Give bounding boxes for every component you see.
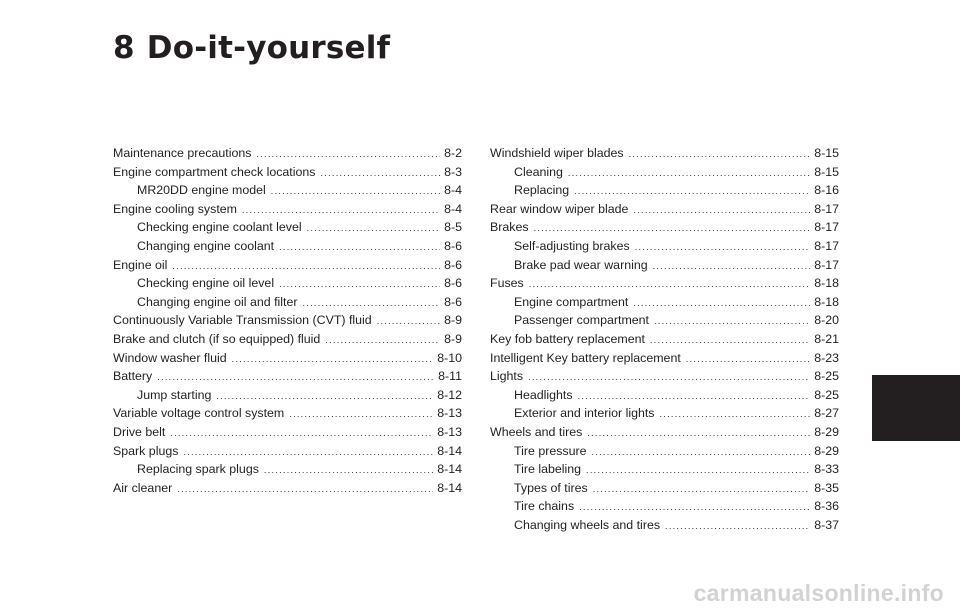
toc-subentry[interactable] (113, 237, 462, 256)
dot-leader (307, 219, 440, 237)
toc-entry-label: Replacing (514, 183, 570, 198)
toc-entry-page: 8-21 (814, 331, 839, 346)
toc-entry-label: Passenger compartment (514, 313, 649, 328)
toc-entry-label: Tire chains (514, 499, 575, 514)
toc-entry-page: 8-37 (814, 517, 839, 532)
toc-entry-page: 8-15 (814, 146, 839, 160)
toc-entry[interactable] (490, 330, 839, 349)
toc-entry-label: Self-adjusting brakes (514, 238, 630, 253)
toc-entry-label: Replacing spark plugs (137, 462, 259, 477)
toc-entry[interactable] (113, 144, 462, 163)
toc-entry-label: Drive belt (113, 424, 166, 439)
toc-entry-page: 8-15 (814, 164, 839, 179)
page-title (113, 30, 390, 66)
toc-entry-label: Key fob battery replacement (490, 331, 645, 346)
toc-entry[interactable] (113, 442, 462, 461)
toc-subentry[interactable] (490, 311, 839, 330)
toc-entry-label: Engine cooling system (113, 201, 237, 216)
toc-entry-label: Spark plugs (113, 443, 179, 458)
toc-entry-label: Cleaning (514, 164, 563, 179)
toc-entry-page: 8-36 (814, 499, 839, 514)
toc-subentry[interactable] (490, 404, 839, 423)
toc-entry-page: 8-13 (437, 406, 462, 421)
toc-entry-label: Tire labeling (514, 462, 582, 477)
toc-entry-page: 8-33 (814, 462, 839, 477)
dot-leader (534, 219, 811, 237)
toc-entry-label: Types of tires (514, 480, 588, 495)
toc-entry[interactable] (113, 349, 462, 368)
toc-entry-page: 8-4 (444, 183, 462, 198)
toc-entry-label: MR20DD engine model (137, 183, 266, 198)
toc-entry-label: Intelligent Key battery replacement (490, 350, 681, 365)
dot-leader (157, 368, 434, 386)
toc-entry-label: Jump starting (137, 387, 212, 402)
toc-subentry[interactable] (490, 516, 839, 535)
toc-entry-page: 8-17 (814, 257, 839, 272)
toc-entry-page: 8-18 (814, 276, 839, 291)
dot-leader (216, 387, 433, 405)
toc-subentry[interactable] (490, 479, 839, 498)
dot-leader (232, 350, 434, 368)
toc-subentry[interactable] (490, 163, 839, 182)
toc-entry[interactable] (490, 200, 839, 219)
dot-leader (172, 257, 440, 275)
toc-entry-label: Exterior and interior lights (514, 406, 655, 421)
toc-subentry[interactable] (113, 274, 462, 293)
toc-entry-page: 8-17 (814, 201, 839, 216)
dot-leader (242, 201, 440, 219)
dot-leader (633, 201, 810, 219)
toc-right-column (490, 144, 839, 534)
dot-leader (170, 424, 433, 442)
toc-entry[interactable] (490, 423, 839, 442)
toc-entry-label: Window washer fluid (113, 350, 227, 365)
toc-entry-label: Tire pressure (514, 443, 587, 458)
toc-entry[interactable] (113, 163, 462, 182)
toc-entry-label: Checking engine oil level (137, 276, 275, 291)
dot-leader (528, 368, 810, 386)
toc-entry-label: Battery (113, 369, 153, 384)
toc-entry[interactable] (113, 200, 462, 219)
watermark: carmanualsonline.info (693, 580, 944, 606)
toc-subentry[interactable] (113, 181, 462, 200)
toc-left-column (113, 144, 462, 497)
dot-leader (264, 461, 433, 479)
dot-leader (177, 480, 433, 498)
toc-subentry[interactable] (490, 181, 839, 200)
dot-leader (279, 275, 440, 293)
toc-entry[interactable] (113, 404, 462, 423)
toc-entry-label: Engine compartment check locations (113, 164, 316, 179)
toc-entry[interactable] (113, 311, 462, 330)
chapter-number: 8 (113, 30, 135, 66)
toc-entry[interactable] (490, 274, 839, 293)
toc-entry-page: 8-2 (444, 146, 462, 160)
toc-entry-page: 8-3 (444, 164, 462, 179)
dot-leader (650, 331, 810, 349)
toc-subentry[interactable] (490, 237, 839, 256)
toc-entry-label: Air cleaner (113, 480, 173, 495)
toc-entry-page: 8-11 (438, 369, 462, 384)
dot-leader (629, 145, 811, 163)
toc-subentry[interactable] (113, 293, 462, 312)
toc-entry-label: Fuses (490, 276, 524, 291)
toc-entry-page: 8-6 (444, 257, 462, 272)
toc-entry[interactable] (113, 256, 462, 275)
toc-entry-label: Windshield wiper blades (490, 146, 624, 160)
toc-entry-label: Brakes (490, 220, 529, 235)
toc-subentry[interactable] (490, 460, 839, 479)
chapter-tab (872, 375, 960, 441)
toc-entry-label: Engine oil (113, 257, 168, 272)
dot-leader (183, 443, 433, 461)
toc-entry-page: 8-23 (814, 350, 839, 365)
toc-entry-label: Changing wheels and tires (514, 517, 661, 532)
toc-entry-page: 8-29 (814, 424, 839, 439)
dot-leader (256, 145, 440, 163)
dot-leader (633, 294, 810, 312)
dot-leader (660, 405, 811, 423)
dot-leader (579, 498, 810, 516)
toc-entry-page: 8-25 (814, 369, 839, 384)
toc-subentry[interactable] (113, 218, 462, 237)
toc-entry-label: Changing engine oil and filter (137, 294, 298, 309)
toc-entry-page: 8-14 (437, 480, 462, 495)
dot-leader (587, 424, 810, 442)
toc-entry-label: Brake and clutch (if so equipped) fluid (113, 331, 321, 346)
toc-entry-page: 8-6 (444, 294, 462, 309)
dot-leader (574, 182, 810, 200)
toc-entry-page: 8-12 (437, 387, 462, 402)
dot-leader (654, 312, 810, 330)
toc-entry-label: Lights (490, 369, 524, 384)
toc-subentry[interactable] (490, 293, 839, 312)
toc-entry-page: 8-4 (444, 201, 462, 216)
toc-entry[interactable] (113, 423, 462, 442)
toc-subentry[interactable] (490, 442, 839, 461)
dot-leader (653, 257, 811, 275)
toc-entry-label: Headlights (514, 387, 573, 402)
toc-entry[interactable] (490, 367, 839, 386)
dot-leader (665, 517, 810, 535)
toc-entry-label: Rear window wiper blade (490, 201, 629, 216)
toc-subentry[interactable] (113, 386, 462, 405)
toc-subentry[interactable] (113, 460, 462, 479)
toc-entry-page: 8-9 (444, 313, 462, 328)
toc-entry[interactable] (490, 144, 839, 163)
toc-entry[interactable] (490, 218, 839, 237)
toc-entry[interactable] (490, 349, 839, 368)
toc-entry-label: Variable voltage control system (113, 406, 285, 421)
dot-leader (529, 275, 810, 293)
toc-entry-label: Maintenance precautions (113, 146, 252, 160)
toc-entry-page: 8-14 (437, 462, 462, 477)
dot-leader (635, 238, 810, 256)
dot-leader (377, 312, 440, 330)
toc-entry-page: 8-20 (814, 313, 839, 328)
toc-entry-page: 8-25 (814, 387, 839, 402)
dot-leader (578, 387, 811, 405)
toc-entry-page: 8-29 (814, 443, 839, 458)
dot-leader (568, 164, 810, 182)
dot-leader (586, 461, 810, 479)
toc-entry-page: 8-17 (814, 220, 839, 235)
toc-entry-page: 8-16 (814, 183, 839, 198)
toc-subentry[interactable] (490, 386, 839, 405)
dot-leader (325, 331, 440, 349)
toc-entry-label: Brake pad wear warning (514, 257, 648, 272)
toc-entry-label: Wheels and tires (490, 424, 583, 439)
dot-leader (289, 405, 433, 423)
toc-entry[interactable] (113, 330, 462, 349)
toc-entry-page: 8-27 (814, 406, 839, 421)
chapter-title: Do-it-yourself (146, 30, 391, 66)
dot-leader (303, 294, 441, 312)
toc-entry-page: 8-10 (437, 350, 462, 365)
toc-subentry[interactable] (490, 497, 839, 516)
dot-leader (592, 443, 811, 461)
toc-entry-page: 8-6 (444, 276, 462, 291)
dot-leader (321, 164, 441, 182)
dot-leader (279, 238, 440, 256)
toc-entry-page: 8-18 (814, 294, 839, 309)
toc-entry-page: 8-17 (814, 238, 839, 253)
toc-entry[interactable] (113, 479, 462, 498)
toc-entry-page: 8-14 (437, 443, 462, 458)
toc-entry-page: 8-5 (444, 220, 462, 235)
toc-entry-page: 8-6 (444, 238, 462, 253)
dot-leader (593, 480, 811, 498)
toc-entry-label: Changing engine coolant (137, 238, 275, 253)
dot-leader (271, 182, 440, 200)
toc-entry-page: 8-35 (814, 480, 839, 495)
dot-leader (686, 350, 810, 368)
toc-entry-page: 8-13 (437, 424, 462, 439)
toc-subentry[interactable] (490, 256, 839, 275)
toc-entry-page: 8-9 (444, 331, 462, 346)
toc-entry[interactable] (113, 367, 462, 386)
toc-entry-label: Continuously Variable Transmission (CVT) fluid (113, 313, 372, 328)
toc-entry-label: Checking engine coolant level (137, 220, 302, 235)
toc-entry-label: Engine compartment (514, 294, 629, 309)
